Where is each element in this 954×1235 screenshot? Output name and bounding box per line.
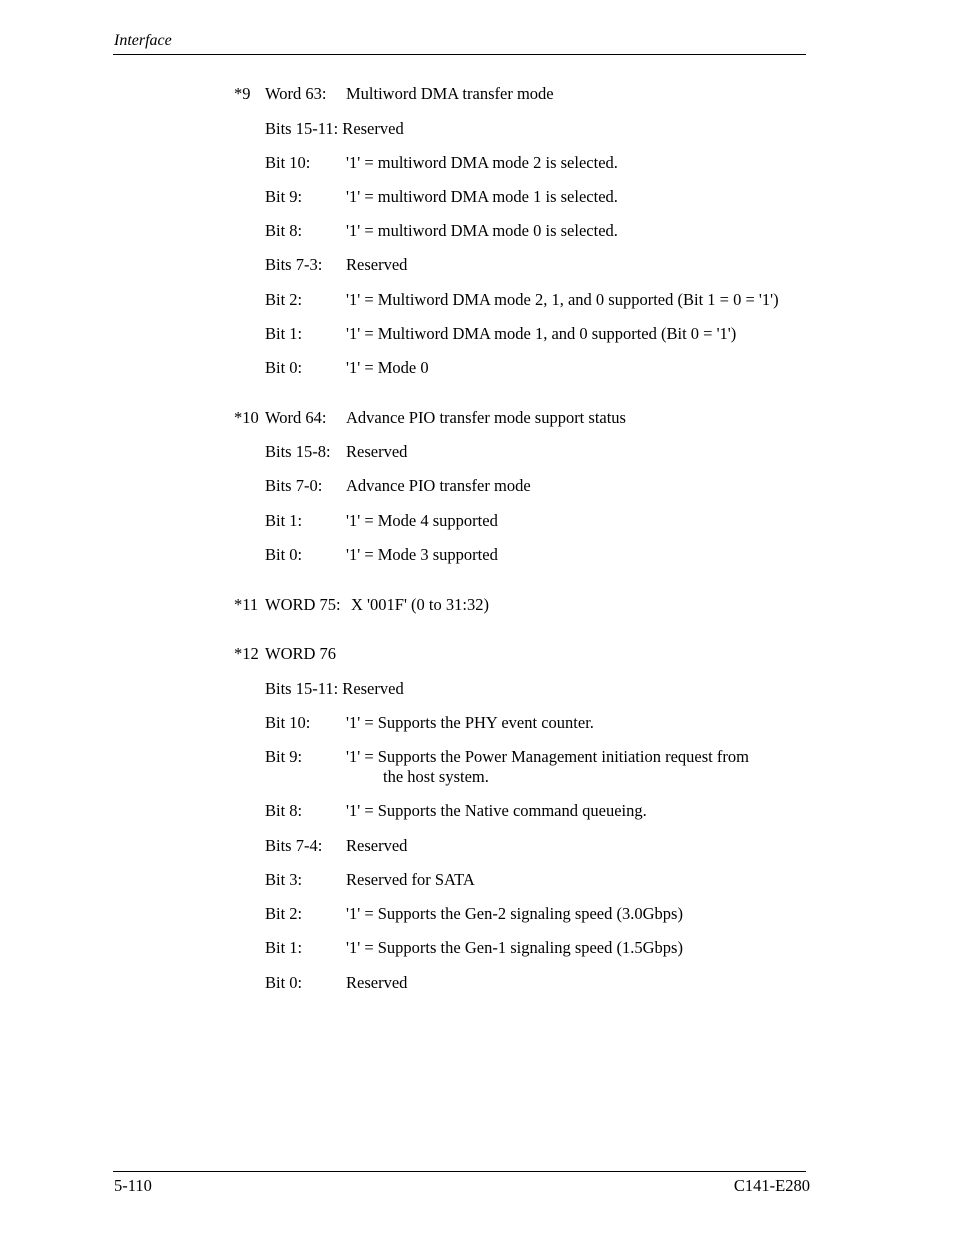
s9-row-desc: '1' = multiword DMA mode 2 is selected.: [346, 153, 618, 172]
s12-row-desc: Reserved: [346, 836, 408, 855]
page-number: 5-110: [114, 1176, 152, 1195]
s10-row-desc: Reserved: [346, 442, 408, 461]
s12-row-label: Bits 7-4:: [265, 836, 323, 855]
s12-row-desc-continued: the host system.: [383, 767, 489, 786]
s12-row-label: Bits 15-11: Reserved: [265, 679, 404, 698]
s9-row-desc: '1' = multiword DMA mode 0 is selected.: [346, 221, 618, 240]
s9-row-desc: '1' = Mode 0: [346, 358, 429, 377]
section-12-word: WORD 76: [265, 644, 337, 663]
s12-row-desc: '1' = Supports the Power Management initiation request from: [346, 747, 749, 766]
header-rule: [113, 54, 806, 55]
s12-row-label: Bit 10:: [265, 713, 311, 732]
s12-row-label: Bit 1:: [265, 938, 303, 957]
s9-row-desc: '1' = Multiword DMA mode 1, and 0 supported (Bit 0 = '1'): [346, 324, 737, 343]
s9-row-label: Bit 2:: [265, 290, 303, 309]
s12-row-desc: Reserved: [346, 973, 408, 992]
s12-row-desc: '1' = Supports the Gen-1 signaling speed (1.5Gbps): [346, 938, 683, 957]
section-10-word: Word 64:: [265, 408, 327, 427]
footer-rule: [113, 1171, 806, 1172]
section-9-number: *9: [234, 84, 251, 103]
s10-row-label: Bits 15-8:: [265, 442, 331, 461]
s12-row-label: Bit 9:: [265, 747, 303, 766]
s9-row-label: Bit 0:: [265, 358, 303, 377]
section-10-number: *10: [234, 408, 259, 427]
section-12-number: *12: [234, 644, 259, 663]
section-11-number: *11: [234, 595, 259, 614]
s9-row-desc: Reserved: [346, 255, 408, 274]
s9-row-desc: '1' = multiword DMA mode 1 is selected.: [346, 187, 618, 206]
s12-row-label: Bit 0:: [265, 973, 303, 992]
document-code: C141-E280: [733, 1176, 810, 1195]
section-9-title: Multiword DMA transfer mode: [346, 84, 554, 103]
section-11-word: WORD 75:: [265, 595, 341, 614]
s9-row-label: Bit 8:: [265, 221, 303, 240]
s10-row-desc: Advance PIO transfer mode: [346, 476, 531, 495]
s10-row-label: Bit 1:: [265, 511, 303, 530]
s12-row-label: Bit 2:: [265, 904, 303, 923]
page-header-title: Interface: [114, 32, 172, 49]
s9-row-desc: '1' = Multiword DMA mode 2, 1, and 0 supported (Bit 1 = 0 = '1'): [346, 290, 779, 309]
section-9-word: Word 63:: [265, 84, 327, 103]
s12-row-desc: Reserved for SATA: [346, 870, 475, 889]
s9-row-label: Bits 7-3:: [265, 255, 323, 274]
s9-row-label: Bit 9:: [265, 187, 303, 206]
s10-row-desc: '1' = Mode 4 supported: [346, 511, 498, 530]
s12-row-desc: '1' = Supports the Gen-2 signaling speed (3.0Gbps): [346, 904, 683, 923]
s12-row-label: Bit 8:: [265, 801, 303, 820]
s12-row-label: Bit 3:: [265, 870, 303, 889]
s10-row-desc: '1' = Mode 3 supported: [346, 545, 498, 564]
section-11-title: X '001F' (0 to 31:32): [351, 595, 489, 614]
section-10-title: Advance PIO transfer mode support status: [346, 408, 626, 427]
s10-row-label: Bit 0:: [265, 545, 303, 564]
s10-row-label: Bits 7-0:: [265, 476, 323, 495]
s12-row-desc: '1' = Supports the PHY event counter.: [346, 713, 594, 732]
s9-row-label: Bit 1:: [265, 324, 303, 343]
s12-row-desc: '1' = Supports the Native command queueing.: [346, 801, 647, 820]
s9-row-label: Bits 15-11: Reserved: [265, 119, 404, 138]
s9-row-label: Bit 10:: [265, 153, 311, 172]
